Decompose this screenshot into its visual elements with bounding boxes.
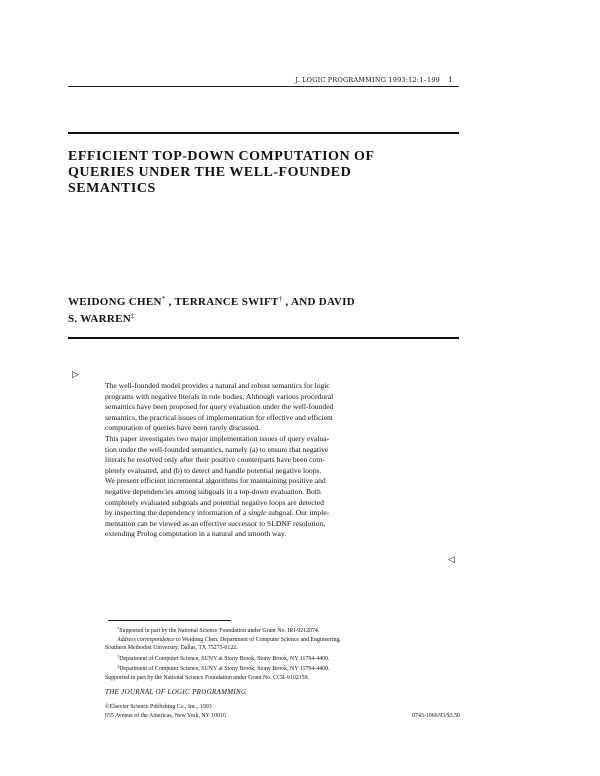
publisher-info xyxy=(105,703,460,720)
footnotes xyxy=(105,625,460,683)
author-warren-first: , AND DAVID xyxy=(282,296,355,308)
abstract-line: semantics have been proposed for query evaluation under the well-founded xyxy=(105,402,334,412)
footnote-mark: ‡ xyxy=(117,664,120,670)
footnote-3: Department of Computer Science, SUNY at Stony Brook, Stony Brook, NY 11794-4400. xyxy=(119,666,330,673)
issn-code: 0743-1066/93/$3.50 xyxy=(412,712,460,719)
abstract-line: by inspecting the dependency information of a single subgoal. Our imple- xyxy=(105,508,330,518)
footnote-mark: * xyxy=(161,295,166,303)
footnote-mark: * xyxy=(117,626,120,631)
address-label: Address correspondence xyxy=(117,636,175,643)
abstract-close-icon: ◁ xyxy=(448,555,455,565)
abstract-line: This paper investigates two major implementation issues of query evalua- xyxy=(105,433,330,443)
abstract-line: semantics, the practical issues of implementation for effective and efficient xyxy=(105,412,333,422)
abstract-line: mentation can be viewed as an effective successor to SLDNF resolution, xyxy=(105,518,326,528)
address-continued: Southern Methodist University, Dallas, TX 75275-0122. xyxy=(105,645,238,652)
footnote-mark: † xyxy=(278,295,283,303)
footnote-mark: ‡ xyxy=(131,312,135,320)
author-swift: , TERRANCE SWIFT xyxy=(165,296,279,308)
copyright: ©Elsevier Science Publishing Co., Inc., 1993 xyxy=(105,704,212,710)
title-line: QUERIES UNDER THE WELL-FOUNDED xyxy=(68,165,352,180)
author-warren-last: S. WARREN xyxy=(68,313,132,325)
footnote-1: Supported in part by the National Science Foundation under Grant No. IRI-9212074. xyxy=(119,628,320,634)
title-line: EFFICIENT TOP-DOWN COMPUTATION OF xyxy=(68,149,375,164)
abstract-line: We present efficient incremental algorithms for maintaining positive and xyxy=(105,476,326,486)
abstract-line: negative dependencies among subgoals in a top-down evaluation. Both xyxy=(105,486,321,496)
abstract-line: pletely evaluated, and (b) to detect and handle potential negative loops. xyxy=(105,465,322,475)
abstract-open-icon: ▷ xyxy=(72,370,79,380)
author-chen: WEIDONG CHEN xyxy=(68,296,162,308)
abstract-line: extending Prolog computation in a natural and smooth way. xyxy=(105,529,287,539)
header-rule xyxy=(68,86,459,87)
emphasis: single xyxy=(248,508,267,518)
authors-bottom-rule xyxy=(68,337,459,339)
abstract-line: completely evaluated subgoals and potential negative loops are detected xyxy=(105,497,324,507)
abstract-line: The well-founded model provides a natural and robust semantics for logic xyxy=(105,381,330,390)
abstract-line: programs with negative literals in rule bodies. Although various procedural xyxy=(105,391,334,401)
abstract-line: literals be resolved only after their positive counterparts have been com- xyxy=(105,455,325,465)
footnote-mark: † xyxy=(117,653,120,659)
footnote-rule xyxy=(108,620,231,621)
footnote-2: Department of Computer Science, SUNY at Stony Brook, Stony Brook, NY 11794-4400. xyxy=(119,655,330,662)
page-number: 1 xyxy=(448,75,453,84)
footnote-4: Supported in part by the National Science Foundation under Grant No. CCR-9102159. xyxy=(105,674,310,681)
author-list xyxy=(68,292,458,326)
publisher-address: 655 Avenue of the Americas, New York, NY 10010 xyxy=(105,712,226,719)
abstract-line: computation of queries have been rarely discussed. xyxy=(105,423,260,433)
title-line: SEMANTICS xyxy=(68,181,156,196)
journal-name: THE JOURNAL OF LOGIC PROGRAMMING xyxy=(105,688,247,696)
running-head: J. LOGIC PROGRAMMING 1993:12:1–199 xyxy=(295,76,440,84)
address-text: to Weidong Chen, Department of Computer Science and Engineering, xyxy=(174,636,341,643)
paper-title xyxy=(68,149,448,197)
abstract-line: tion under the well-founded semantics, namely (a) to ensure that negative xyxy=(105,444,329,454)
title-top-rule xyxy=(68,132,459,134)
abstract xyxy=(105,381,456,540)
